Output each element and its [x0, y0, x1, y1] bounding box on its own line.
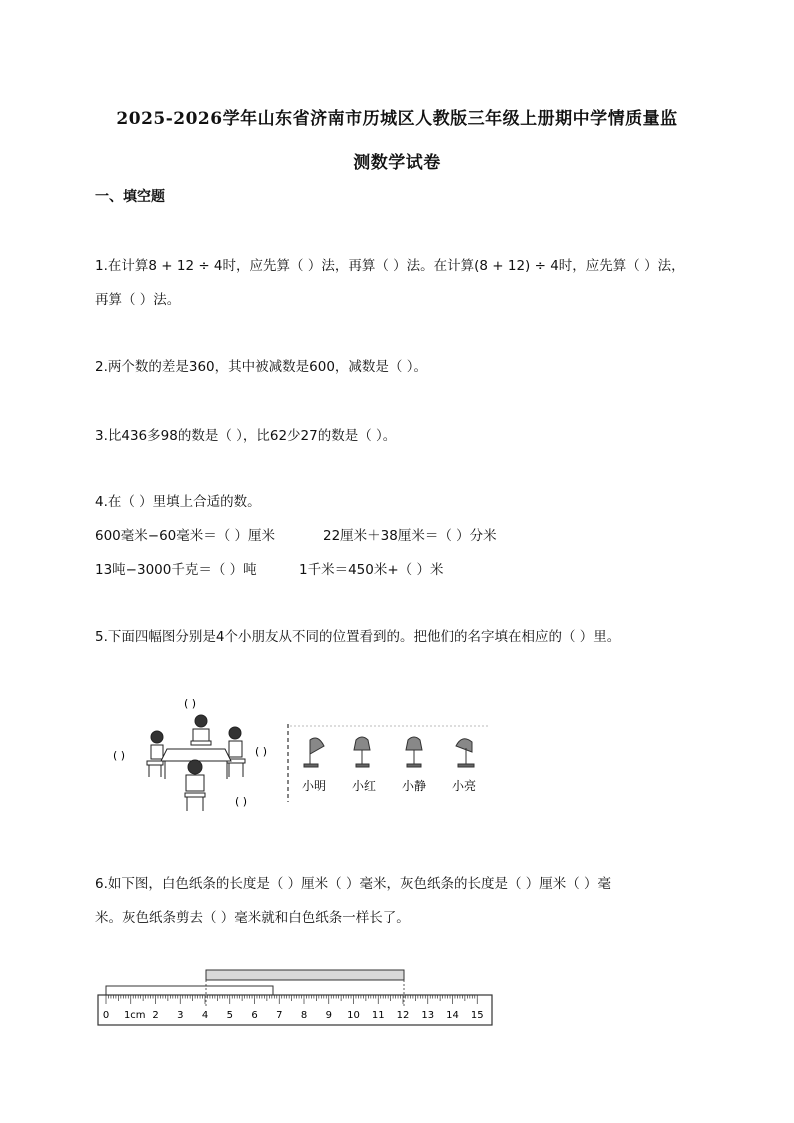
gray-paper-strip — [206, 970, 404, 980]
q6-line1: 6.如下图，白色纸条的长度是（ ）厘米（ ）毫米，灰色纸条的长度是（ ）厘米（ ）毫 — [95, 876, 612, 892]
q1-line1: 1.在计算8 + 12 ÷ 4时，应先算（ ）法，再算（ ）法。在计算(8 + 12) ÷ 4时，应先算（ ）法， — [95, 258, 685, 274]
q5-paren-bottom: ( ) — [234, 795, 248, 808]
q5-lamp-views — [296, 734, 492, 798]
q4-row1-item-a: 600毫米−60毫米＝（ ）厘米 — [95, 528, 276, 544]
lamp-label-1: 小明 — [301, 779, 327, 793]
ruler-label: 15 — [470, 1010, 484, 1021]
lamp-view-4 — [456, 739, 474, 767]
ruler-label: 8 — [300, 1010, 308, 1021]
q2-text: 2.两个数的差是360，其中被减数是600，减数是（ ）。 — [95, 359, 427, 375]
q5-paren-top: ( ) — [183, 697, 197, 710]
q5-paren-right: ( ) — [254, 745, 268, 758]
q3-text: 3.比436多98的数是（ ），比62少27的数是（ ）。 — [95, 428, 397, 444]
q6-line2: 米。灰色纸条剪去（ ）毫米就和白色纸条一样长了。 — [95, 910, 410, 926]
q5-text: 5.下面四幅图分别是4个小朋友从不同的位置看到的。把他们的名字填在相应的（ ）里。 — [95, 629, 621, 645]
q5-paren-left: ( ) — [112, 749, 126, 762]
ruler-label: 0 — [102, 1010, 110, 1021]
ruler-label: 5 — [226, 1010, 233, 1021]
q5-table-figure — [105, 693, 275, 815]
lamp-label-4: 小亮 — [451, 779, 477, 793]
q4-text: 4.在（ ）里填上合适的数。 — [95, 494, 261, 510]
ruler-label: 10 — [347, 1010, 360, 1021]
exam-title-line2: 测数学试卷 — [353, 153, 441, 173]
lamp-label-3: 小静 — [401, 779, 427, 793]
ruler-label: 4 — [201, 1010, 209, 1021]
ruler-label: 9 — [325, 1010, 332, 1021]
ruler-label: 7 — [276, 1010, 283, 1021]
q5-top-dashed-border — [290, 724, 490, 728]
ruler-label: 11 — [371, 1010, 385, 1021]
ruler-label: 2 — [152, 1010, 159, 1021]
section-heading-fill-blank: 一、填空题 — [95, 189, 165, 205]
q1-line2: 再算（ ）法。 — [95, 292, 181, 308]
ruler-label: 6 — [251, 1010, 258, 1021]
lamp-view-3 — [406, 737, 422, 767]
ruler-label: 12 — [396, 1010, 410, 1021]
lamp-view-2 — [354, 737, 370, 767]
child-bottom-figure — [185, 760, 205, 811]
exam-title-line1: 2025-2026学年山东省济南市历城区人教版三年级上册期中学情质量监 — [116, 109, 678, 129]
q4-row1-item-b: 22厘米＋38厘米＝（ ）分米 — [323, 528, 497, 544]
ruler-label: 14 — [446, 1010, 459, 1021]
white-paper-strip — [106, 986, 273, 995]
lamp-view-1 — [304, 738, 324, 767]
ruler-label: 3 — [177, 1010, 184, 1021]
q4-row2-item-b: 1千米＝450米+（ ）米 — [299, 562, 444, 578]
ruler-label: 1cm — [123, 1010, 146, 1021]
lamp-label-2: 小红 — [351, 779, 377, 793]
child-top-figure — [191, 715, 211, 745]
q6-ruler-figure — [96, 966, 496, 1030]
child-right-figure — [227, 727, 245, 777]
q5-dashed-divider — [286, 724, 290, 802]
ruler-label: 13 — [421, 1010, 435, 1021]
q4-row2-item-a: 13吨−3000千克＝（ ）吨 — [95, 562, 257, 578]
child-left-figure — [147, 731, 163, 777]
